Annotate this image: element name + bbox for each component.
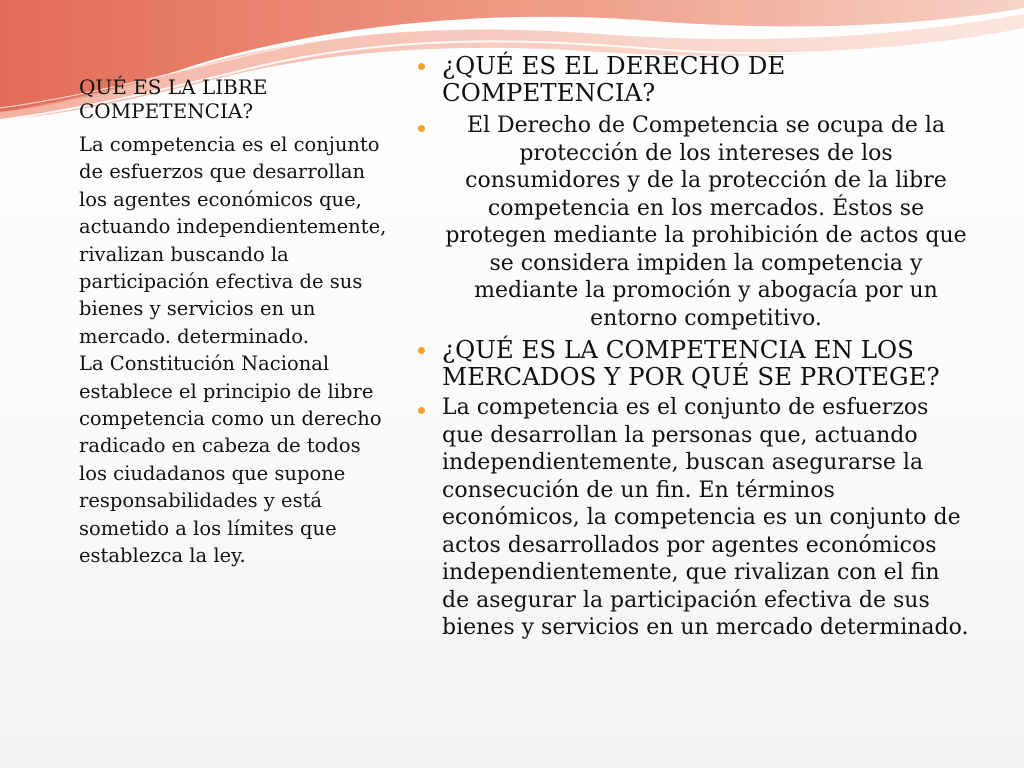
- paragraph-text: El Derecho de Competencia se ocupa de la protección de los intereses de los consumidores y de la protección de la libre competencia en los mercados. Éstos se protegen mediante la prohibición de actos que se considera impiden la competencia y mediante la promoción y abogacía por un entorno competitivo.: [445, 113, 967, 331]
- bullet-heading-derecho-competencia: [410, 52, 970, 106]
- heading-text: ¿QUÉ ES EL DERECHO DE COMPETENCIA?: [442, 51, 786, 107]
- left-column: [79, 75, 387, 570]
- bullet-text-competencia-mercados: [410, 394, 970, 642]
- paragraph-text: La competencia es el conjunto de esfuerzos que desarrollan la personas que, actuando independientemente, buscan asegurarse la consecución de un fin. En términos económicos, la competencia es un conjunto de actos desarrollados por agentes económicos independientemente, que rivalizan con el fin de asegurar la participación efectiva de sus bienes y servicios en un mercado determinado.: [442, 395, 969, 640]
- bullet-heading-competencia-mercados: [410, 336, 970, 390]
- bullet-dot-icon: [418, 407, 425, 414]
- left-title: QUÉ ES LA LIBRE COMPETENCIA?: [79, 75, 268, 123]
- bullet-dot-icon: [418, 63, 425, 70]
- left-body-text: La competencia es el conjunto de esfuerzos que desarrollan los agentes económicos que, actuando independientemente, rivalizan buscando la participación efectiva de sus bienes y servicios en un mercado. determinado. La Constitución Nacional establece el principio de libre competencia como un derecho radicado en cabeza de todos los ciudadanos que supone responsabilidades y está sometido a los límites que establezca la ley.: [79, 133, 387, 568]
- bullet-dot-icon: [418, 125, 425, 132]
- heading-text: ¿QUÉ ES LA COMPETENCIA EN LOS MERCADOS Y POR QUÉ SE PROTEGE?: [442, 335, 940, 391]
- bullet-text-derecho-competencia: [410, 112, 970, 332]
- right-column: [410, 52, 970, 642]
- bullet-dot-icon: [418, 347, 425, 354]
